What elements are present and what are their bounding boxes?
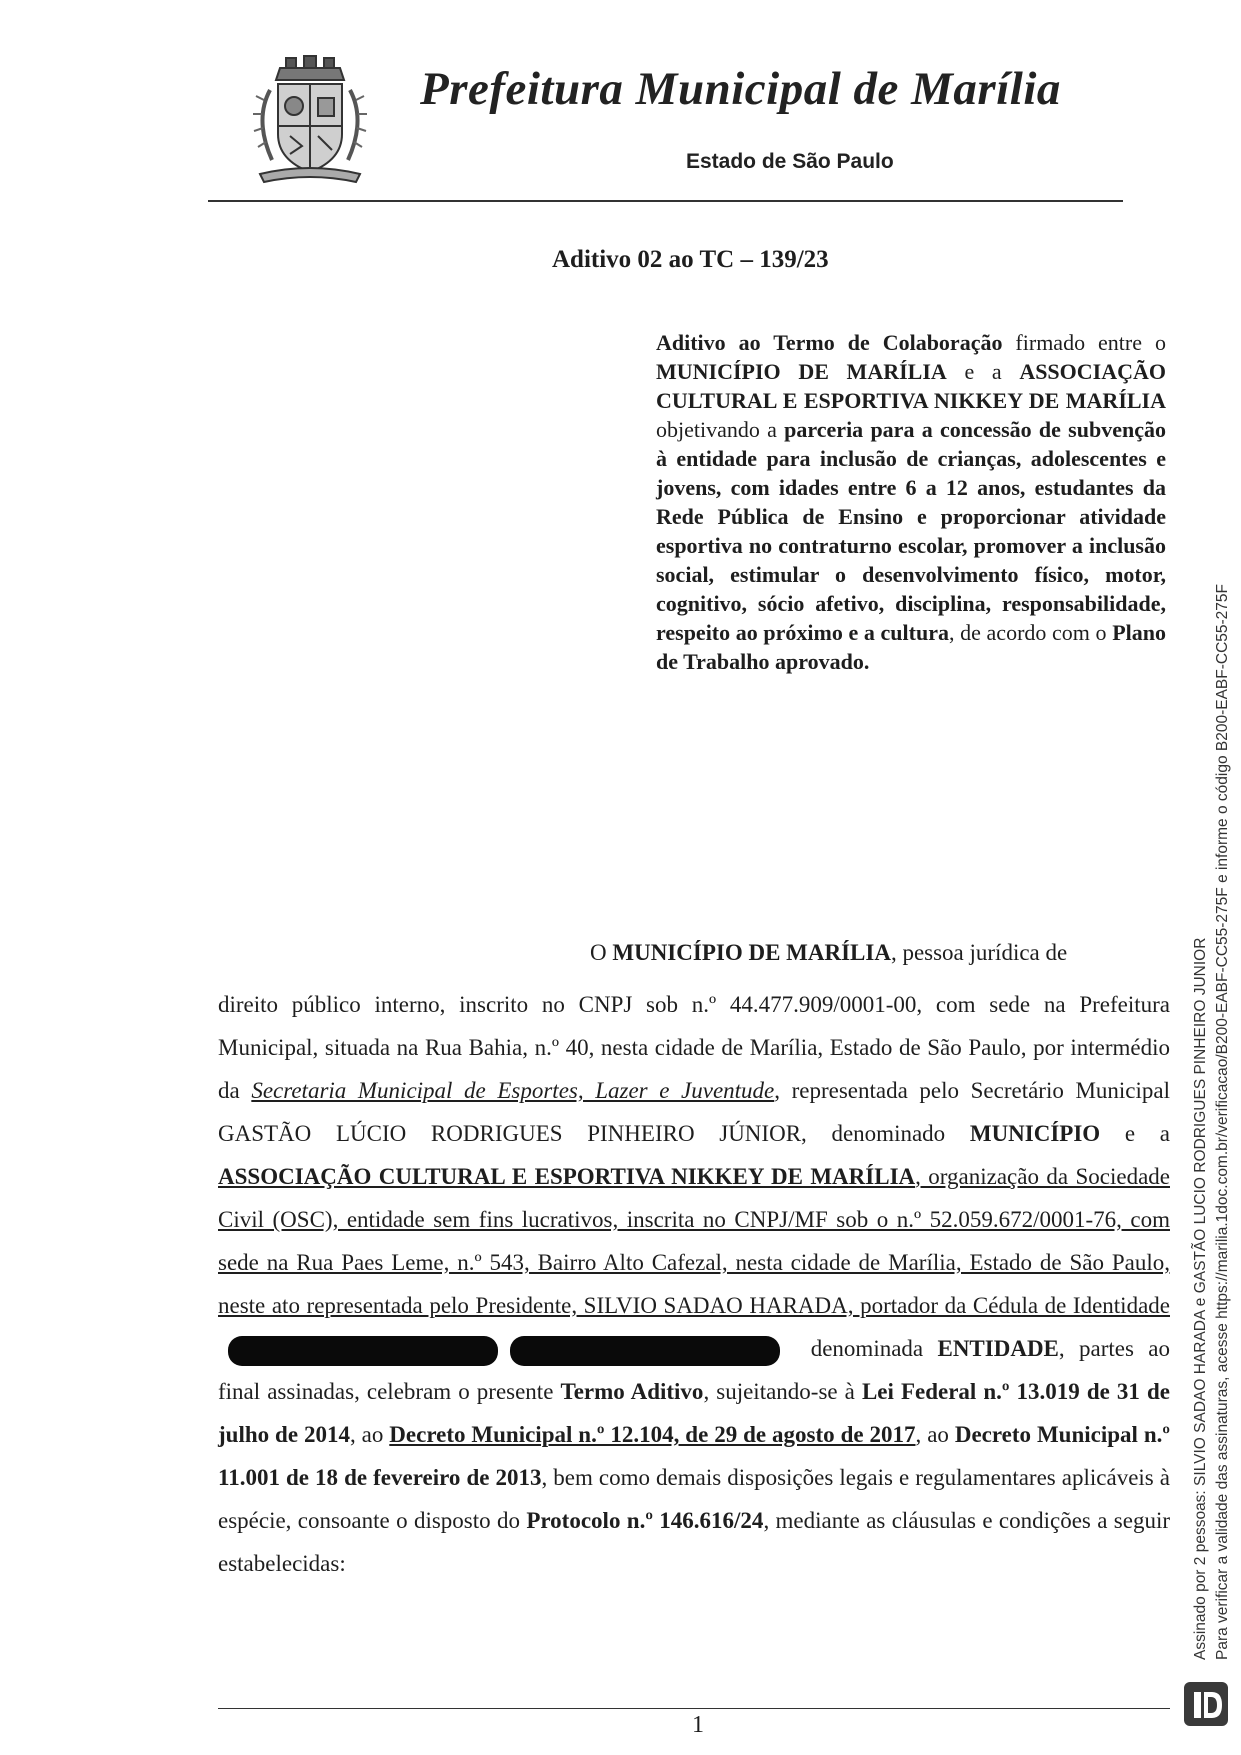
body-text: Protocolo n.º 146.616/24 (526, 1508, 764, 1533)
summary-text: Plano de Trabalho aprovado. (656, 620, 1166, 674)
signature-verification-notice (1190, 560, 1238, 1660)
summary-text: Aditivo ao Termo de Colaboração (656, 330, 1003, 355)
body-text: Lei Federal n.º 13.019 de 31 de julho de 2014 (218, 1379, 1170, 1447)
summary-text: firmado entre o (1002, 330, 1166, 355)
body-text: , organização da Sociedade Civil (OSC), entidade sem fins lucrativos, inscrita no CNPJ/MF sob o n.º 52.059.672/0001-76, com sede na Rua Paes Leme, n.º 543, Bairro Alto Cafezal, nesta cidade de Marília, Estado de São Paulo, neste ato representada pelo Presidente, SILVIO SADAO HARADA, portador da Cédula de Identidade (218, 1164, 1170, 1318)
body-opening-line (590, 940, 1067, 966)
body-text: ASSOCIAÇÃO CULTURAL E ESPORTIVA NIKKEY DE MARÍLIA (218, 1164, 916, 1189)
body-text: , bem como demais disposições legais e regulamentares aplicáveis à espécie, consoante o disposto do (218, 1465, 1170, 1533)
document-title: Aditivo 02 ao TC – 139/23 (552, 246, 829, 273)
footer-divider (218, 1708, 1170, 1709)
body-text: Secretaria Municipal de Esportes, Lazer e Juventude (251, 1078, 775, 1103)
summary-text: e a (946, 359, 1020, 384)
body-text: O (590, 940, 613, 965)
body-text: , ao (349, 1422, 390, 1447)
body-text: , mediante as cláusulas e condições a seguir estabelecidas: (218, 1508, 1171, 1576)
page-title: Prefeitura Municipal de Marília (420, 63, 1061, 115)
body-text: MUNICÍPIO DE MARÍLIA (612, 940, 891, 965)
summary-text: parceria para a concessão de subvenção à entidade para inclusão de crianças, adolescentes e jovens, com idades entre 6 a 12 anos, estudantes da Rede Pública de Ensino e proporcionar atividade esportiva no contraturno escolar, promover a inclusão social, estimular o desenvolvimento físico, motor, cognitivo, sócio afetivo, disciplina, responsabilidade, respeito ao próximo e a cultura (656, 417, 1166, 645)
body-text: Decreto Municipal n.º 12.104, de 29 de agosto de 2017 (389, 1422, 916, 1447)
redaction-block (510, 1336, 780, 1366)
redaction-block (228, 1336, 498, 1366)
body-text: Decreto Municipal n.º 11.001 de 18 de fevereiro de 2013 (218, 1422, 1170, 1490)
body-text: , sujeitando-se à (703, 1379, 862, 1404)
body-paragraph (218, 983, 1170, 1585)
signature-signers: Assinado por 2 pessoas: SILVIO SADAO HARADA e GASTÃO LUCIO RODRIGUES PINHEIRO JUNIOR (1192, 937, 1209, 1660)
body-text: , pessoa jurídica de (890, 940, 1068, 965)
signature-verification-link[interactable]: Para verificar a validade das assinaturas, acesse https://marilia.1doc.com.br/verificacao/B200-EABF-CC55-275F e informe o código B200-EABF-CC55-275F (1214, 583, 1231, 1660)
body-text: denominada (796, 1336, 938, 1361)
page-number: 1 (692, 1712, 704, 1738)
body-text: ENTIDADE (937, 1336, 1059, 1361)
body-text: , partes ao final assinadas, celebram o presente (218, 1336, 1170, 1404)
body-text: Termo Aditivo (560, 1379, 704, 1404)
body-text: MUNICÍPIO (969, 1121, 1101, 1146)
state-subtitle: Estado de São Paulo (686, 150, 894, 173)
body-text: e a (1100, 1121, 1170, 1146)
body-text: , representada pelo Secretário Municipal GASTÃO LÚCIO RODRIGUES PINHEIRO JÚNIOR, denominado (218, 1078, 1171, 1146)
body-text: , ao (915, 1422, 955, 1447)
body-text: direito público interno, inscrito no CNPJ sob n.º 44.477.909/0001-00, com sede na Prefeitura Municipal, situada na Rua Bahia, n.º 40, nesta cidade de Marília, Estado de São Paulo, por intermédio da (218, 992, 1170, 1103)
1doc-logo-icon (1182, 1680, 1230, 1728)
summary-text: MUNICÍPIO DE MARÍLIA (656, 359, 947, 384)
header-divider (208, 200, 1123, 202)
summary-text: objetivando a (656, 417, 785, 442)
document-summary (656, 328, 1166, 676)
municipal-coat-of-arms-icon (240, 50, 380, 190)
summary-text: ASSOCIAÇÃO CULTURAL E ESPORTIVA NIKKEY DE MARÍLIA (656, 359, 1167, 413)
summary-text: , de acordo com o (948, 620, 1113, 645)
